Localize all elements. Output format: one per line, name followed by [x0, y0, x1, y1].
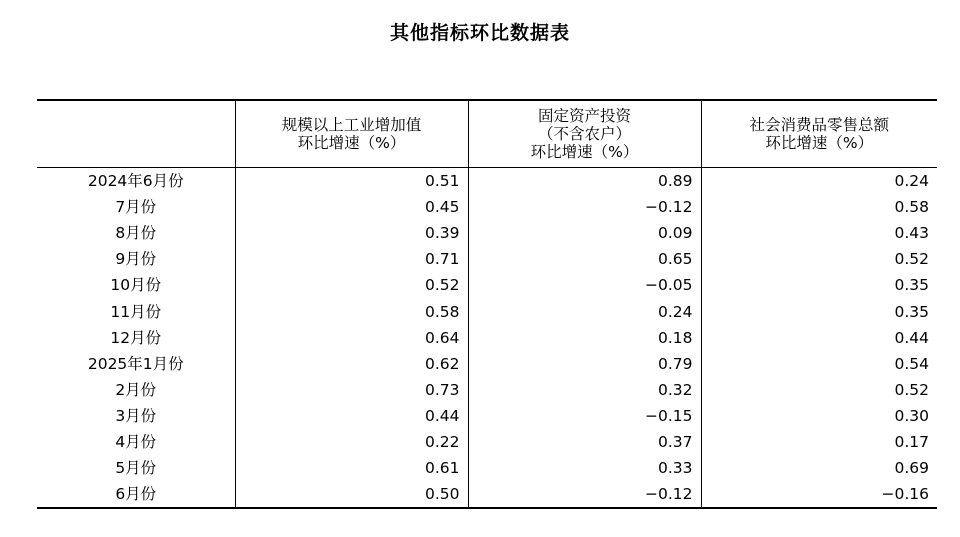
header-fixed-investment-line: （不含农户）: [537, 125, 631, 143]
industrial-value-cell: 0.58: [235, 298, 468, 324]
retail-sales-value-cell: 0.58: [701, 194, 937, 220]
fixed-investment-value-cell: 0.24: [468, 298, 701, 324]
industrial-value-cell: 0.44: [235, 403, 468, 429]
industrial-value-cell: 0.52: [235, 272, 468, 298]
fixed-investment-value-cell: 0.37: [468, 429, 701, 455]
table-row: [37, 168, 937, 195]
table-row: [37, 220, 937, 246]
indicator-table: [37, 99, 937, 509]
period-cell: 2025年1月份: [87, 354, 184, 373]
industrial-value-cell: 0.45: [235, 194, 468, 220]
retail-sales-value-cell: 0.35: [701, 298, 937, 324]
header-retail-sales-line: 环比增速（%）: [765, 134, 874, 152]
header-industrial: [235, 100, 468, 168]
fixed-investment-value-cell: 0.32: [468, 377, 701, 403]
industrial-value-cell: 0.64: [235, 325, 468, 351]
fixed-investment-value-cell: −0.05: [468, 272, 701, 298]
period-cell: 6月份: [115, 485, 157, 504]
industrial-value-cell: 0.71: [235, 246, 468, 272]
retail-sales-value-cell: 0.24: [701, 168, 937, 195]
industrial-value-cell: 0.73: [235, 377, 468, 403]
table-row: [37, 481, 937, 508]
fixed-investment-value-cell: 0.09: [468, 220, 701, 246]
industrial-value-cell: 0.50: [235, 481, 468, 508]
period-cell: 7月份: [115, 198, 157, 217]
table-row: [37, 403, 937, 429]
header-retail-sales-line: 社会消费品零售总额: [749, 116, 889, 134]
retail-sales-value-cell: 0.30: [701, 403, 937, 429]
industrial-value-cell: 0.22: [235, 429, 468, 455]
table-row: [37, 351, 937, 377]
period-cell: 4月份: [115, 432, 157, 451]
industrial-value-cell: 0.61: [235, 455, 468, 481]
header-retail-sales: [701, 100, 937, 168]
period-cell: 11月份: [110, 302, 162, 321]
header-fixed-investment-line: 固定资产投资: [537, 107, 631, 125]
period-cell: 8月份: [115, 224, 157, 243]
retail-sales-value-cell: 0.44: [701, 325, 937, 351]
fixed-investment-value-cell: 0.18: [468, 325, 701, 351]
header-period: [37, 100, 235, 168]
table-row: [37, 325, 937, 351]
retail-sales-value-cell: 0.54: [701, 351, 937, 377]
table-row: [37, 455, 937, 481]
period-cell: 12月份: [110, 328, 162, 347]
period-cell: 2024年6月份: [87, 172, 184, 191]
industrial-value-cell: 0.62: [235, 351, 468, 377]
fixed-investment-value-cell: 0.65: [468, 246, 701, 272]
retail-sales-value-cell: 0.43: [701, 220, 937, 246]
fixed-investment-value-cell: 0.33: [468, 455, 701, 481]
fixed-investment-value-cell: 0.79: [468, 351, 701, 377]
retail-sales-value-cell: 0.52: [701, 246, 937, 272]
table-row: [37, 246, 937, 272]
header-fixed-investment-line: 环比增速（%）: [530, 143, 639, 161]
period-cell: 2月份: [115, 380, 157, 399]
table-row: [37, 429, 937, 455]
header-row: [37, 100, 937, 168]
header-industrial-line: 规模以上工业增加值: [281, 116, 422, 134]
table-body: [37, 168, 937, 509]
fixed-investment-value-cell: −0.12: [468, 481, 701, 508]
table-row: [37, 377, 937, 403]
retail-sales-value-cell: 0.52: [701, 377, 937, 403]
industrial-value-cell: 0.51: [235, 168, 468, 195]
retail-sales-value-cell: 0.35: [701, 272, 937, 298]
table-title: 其他指标环比数据表: [389, 22, 570, 44]
period-cell: 3月份: [115, 406, 157, 425]
table-row: [37, 194, 937, 220]
fixed-investment-value-cell: 0.89: [468, 168, 701, 195]
retail-sales-value-cell: 0.17: [701, 429, 937, 455]
period-cell: 10月份: [110, 276, 162, 295]
table-row: [37, 272, 937, 298]
retail-sales-value-cell: −0.16: [701, 481, 937, 508]
table-row: [37, 298, 937, 324]
industrial-value-cell: 0.39: [235, 220, 468, 246]
header-fixed-investment: [468, 100, 701, 168]
retail-sales-value-cell: 0.69: [701, 455, 937, 481]
period-cell: 5月份: [115, 459, 157, 478]
period-cell: 9月份: [115, 250, 157, 269]
fixed-investment-value-cell: −0.15: [468, 403, 701, 429]
header-industrial-line: 环比增速（%）: [297, 134, 406, 152]
fixed-investment-value-cell: −0.12: [468, 194, 701, 220]
